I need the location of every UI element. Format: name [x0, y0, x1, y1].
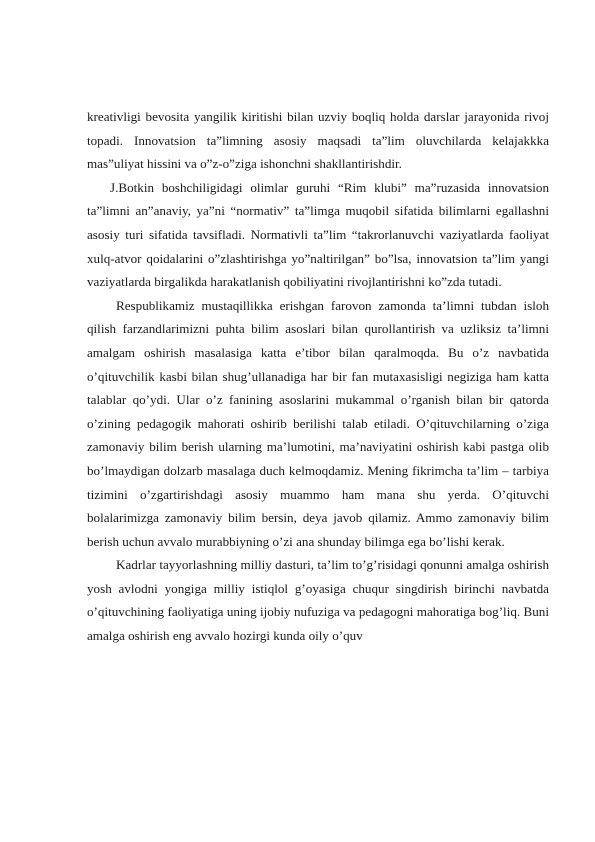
paragraph-kadrlar: Kadrlar tayyorlashning milliy dasturi, ta’lim to’g’risidagi qonunni amalga oshirish yosh avlodni yongiga milliy istiqlol g’oyasiga chuqur singdirish birinchi navbatda o’qituvchining faoliyatiga uning ijobiy nufuziga va pedagogni mahoratiga bog’liq. Buni amalga oshirish eng avvalo hozirgi kunda oily o’quv — [87, 557, 549, 644]
paragraph-respublikamiz: Respublikamiz mustaqillikka erishgan farovon zamonda ta’limni tubdan isloh qilish farzandlarimizni puhta bilim asoslari bilan qurollantirish va uzliksiz ta’limni amalgam oshirish masalasiga katta e’tibor bilan qaralmoqda. Bu o’z navbatida o’qituvchilik kasbi bilan shug’ullanadiga har bir fan mutaxasisligi negiziga ham katta talablar qo’ydi. Ular o’z fanining asoslarini mukammal o’rganish bilan bir qatorda o’zining pedagogik mahorati oshirib berilishi talab etiladi. O’qituvchilarning o’ziga zamonaviy bilim berish ularning ma’lumotini, ma’naviyatini oshirish kabi pastga olib bo’lmaydigan dolzarb masalaga duch kelmoqdamiz. Mening fikrimcha ta’lim – tarbiya tizimini o’zgartirishdagi asosiy muammo ham mana shu yerda. O’qituvchi bolalarimizga zamonaviy bilim bersin, deya javob qilamiz. Ammo zamonaviy bilim berish uchun avvalo murabbiyning o’zi ana shunday bilimga ega bo’lishi kerak. — [87, 297, 549, 549]
paragraph-continuation: kreativligi bevosita yangilik kiritishi bilan uzviy boqliq holda darslar jarayonida rivoj topadi. Innovatsion ta”limning asosiy maqsadi ta”lim oluvchilarda kelajakkka mas”uliyat hissini va o”z-o”ziga ishonchni shakllantirishdir. — [87, 109, 549, 172]
body-text — [87, 105, 549, 648]
paragraph-rim-klubi: J.Botkin boshchiligidagi olimlar guruhi “Rim klubi” ma”ruzasida innovatsion ta”limni an”anaviy, ya”ni “normativ” ta”limga muqobil sifatida bilimlarni egallashni asosiy turi sifatida tavsifladi. Normativli ta”lim “takrorlanuvchi vaziyatlarda faoliyat xulq-atvor qoidalarini o”zlashtirishga yo”naltirilgan” bo”lsa, innovatsion ta”lim yangi vaziyatlarda birgalikda harakatlanish qobiliyatini rivojlantirishni ko”zda tutadi. — [87, 179, 549, 290]
